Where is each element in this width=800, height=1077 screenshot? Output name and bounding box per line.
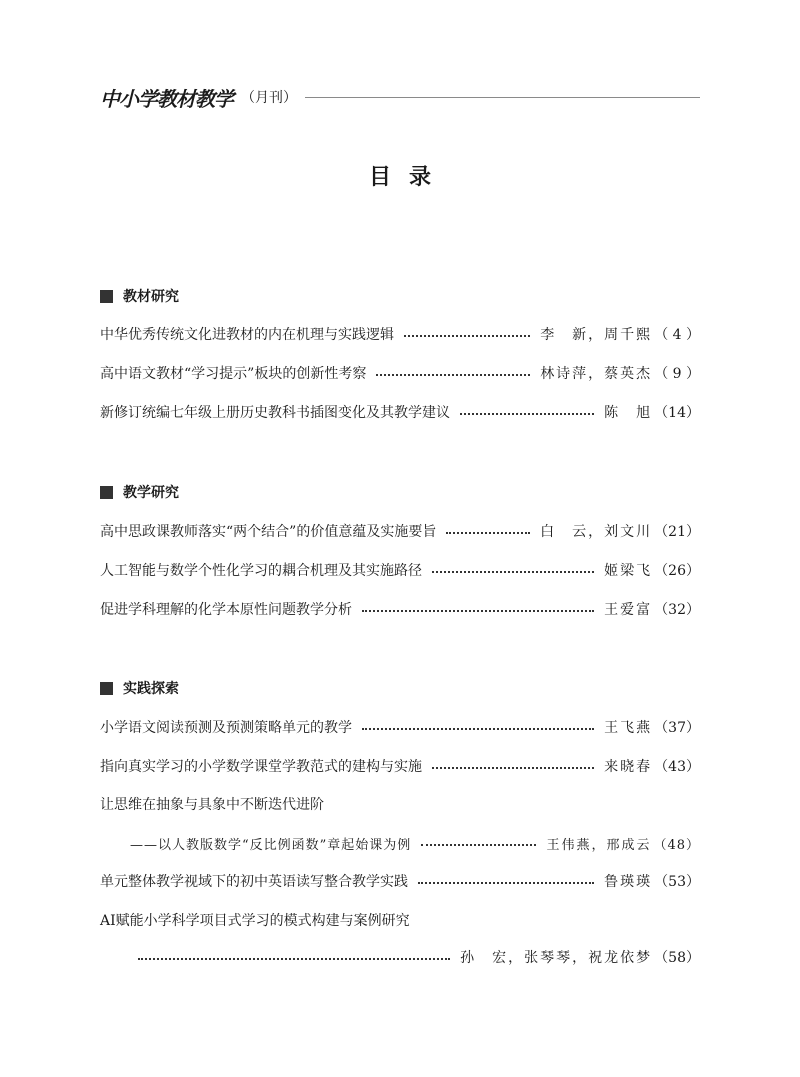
entry-title: 促进学科理解的化学本原性问题教学分析	[100, 602, 352, 618]
dot-leader	[432, 767, 594, 769]
square-bullet-icon	[100, 290, 113, 303]
entry-author: 李 新，周千熙	[540, 327, 653, 343]
entry-page: （48）	[653, 837, 700, 853]
entry-page: （ 4 ）	[654, 327, 700, 343]
entry-author: 林诗萍，蔡英杰	[540, 366, 653, 382]
dot-leader	[376, 374, 530, 376]
entry-page: （32）	[654, 602, 700, 618]
toc-entry[interactable]	[100, 362, 700, 384]
entry-page: （26）	[654, 563, 700, 579]
dot-leader	[421, 844, 536, 846]
entry-author: 鲁瑛瑛	[604, 874, 653, 890]
section-heading-label: 教学研究	[123, 485, 179, 501]
entry-author: 姬梁飞	[604, 563, 653, 579]
toc-entry[interactable]	[100, 559, 700, 581]
toc-entry-title-line[interactable]	[100, 793, 700, 815]
entry-page: （ 9 ）	[654, 366, 700, 382]
dot-leader	[138, 958, 450, 960]
journal-name: 中小学教材教学	[100, 86, 233, 111]
entry-title: 让思维在抽象与具象中不断迭代进阶	[100, 797, 324, 813]
header-rule	[305, 97, 700, 98]
toc-entry-subtitle-line[interactable]	[130, 832, 700, 854]
toc-entry-continuation-line[interactable]	[138, 946, 700, 968]
entry-author: 陈 旭	[604, 405, 653, 421]
entry-page: （58）	[654, 950, 700, 966]
toc-entry[interactable]	[100, 520, 700, 542]
section-textbook-research	[100, 286, 700, 426]
entry-title: 高中语文教材“学习提示”板块的创新性考察	[100, 366, 367, 382]
square-bullet-icon	[100, 682, 113, 695]
entry-page: （43）	[654, 759, 700, 775]
toc-entry[interactable]	[100, 755, 700, 777]
entry-title: 小学语文阅读预测及预测策略单元的教学	[100, 720, 352, 736]
dot-leader	[362, 728, 594, 730]
toc-entry[interactable]	[100, 716, 700, 738]
section-heading-label: 教材研究	[123, 289, 179, 305]
dot-leader	[446, 532, 530, 534]
entry-title: 单元整体教学视域下的初中英语读写整合教学实践	[100, 874, 408, 890]
dot-leader	[432, 571, 594, 573]
section-heading	[100, 482, 700, 502]
journal-period: （月刊）	[241, 90, 297, 106]
entry-page: （37）	[654, 720, 700, 736]
section-heading-label: 实践探索	[123, 681, 179, 697]
dot-leader	[404, 335, 530, 337]
entry-author: 来晓春	[604, 759, 653, 775]
entry-author: 白 云，刘文川	[540, 524, 653, 540]
section-practice-exploration	[100, 678, 700, 978]
masthead	[100, 84, 700, 110]
section-heading	[100, 678, 700, 698]
toc-entry[interactable]	[100, 323, 700, 345]
section-teaching-research	[100, 482, 700, 622]
toc-entry[interactable]	[100, 870, 700, 892]
dot-leader	[362, 610, 594, 612]
section-heading	[100, 286, 700, 306]
page-title: 目录	[368, 165, 449, 190]
square-bullet-icon	[100, 486, 113, 499]
dot-leader	[418, 882, 594, 884]
entry-title: 中华优秀传统文化进教材的内在机理与实践逻辑	[100, 327, 394, 343]
entry-author: 王伟燕，邢成云	[546, 837, 652, 853]
entry-page: （14）	[654, 405, 700, 421]
toc-entry[interactable]	[100, 401, 700, 423]
entry-page: （21）	[654, 524, 700, 540]
dot-leader	[460, 413, 594, 415]
entry-title: 高中思政课教师落实“两个结合”的价值意蕴及实施要旨	[100, 524, 437, 540]
toc-entry-title-line[interactable]	[100, 909, 700, 931]
entry-title: AI赋能小学科学项目式学习的模式构建与案例研究	[100, 913, 410, 929]
toc-entry[interactable]	[100, 598, 700, 620]
entry-subtitle: ——以人教版数学“反比例函数”章起始课为例	[130, 837, 412, 853]
entry-title: 指向真实学习的小学数学课堂学教范式的建构与实施	[100, 759, 422, 775]
entry-title: 人工智能与数学个性化学习的耦合机理及其实施路径	[100, 563, 422, 579]
entry-author: 王爱富	[604, 602, 653, 618]
entry-author: 孙 宏，张琴琴，祝龙依梦	[460, 950, 653, 966]
entry-page: （53）	[654, 874, 700, 890]
entry-title: 新修订统编七年级上册历史教科书插图变化及其教学建议	[100, 405, 450, 421]
entry-author: 王飞燕	[604, 720, 653, 736]
